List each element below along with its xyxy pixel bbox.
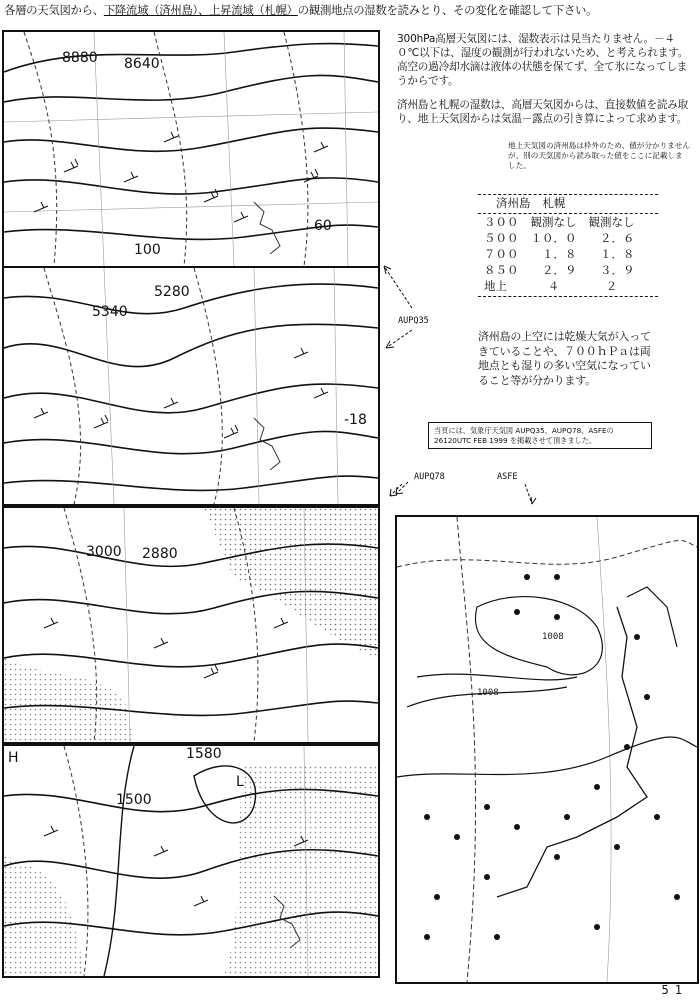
map500-height-a: 5340 [92, 304, 128, 320]
map-surface-drawing [397, 517, 697, 982]
map850-high-marker: H [8, 750, 19, 766]
map-500hpa-drawing [4, 268, 378, 504]
map-300hpa-drawing [4, 32, 378, 266]
map300-height-a: 8880 [62, 50, 98, 66]
note: 地上天気図の済州島は枠外のため、値が分かりませんが、別の天気図から読み取った値をここに記載しました。 [508, 141, 690, 170]
conclusion: 済州島の上空には乾燥大気が入ってきていることや、７００ｈＰａは両地点とも湿りの多い空気になっていること等が分かります。 [478, 330, 651, 387]
map-700hpa-drawing [4, 508, 378, 742]
table-row [478, 262, 641, 278]
label-aupq78: AUPQ78 [414, 472, 445, 482]
map300-height-b: 8640 [124, 56, 160, 72]
map850-low-marker: L [236, 774, 244, 790]
page-number: 51 [661, 983, 688, 997]
header-text-a: 各層の天気図から、 [4, 3, 104, 17]
map700-height-a: 3000 [86, 544, 122, 560]
level-cell: ７００ [484, 247, 519, 261]
arrows-aupq35 [380, 250, 440, 370]
map-700hpa [2, 506, 380, 744]
map-surface [395, 515, 699, 984]
level-cell: 地上 [484, 279, 507, 293]
table-header-level [478, 195, 490, 211]
map700-height-b: 2880 [142, 546, 178, 562]
map850-height-b: 1580 [186, 746, 222, 762]
surface-isobar-a: 1008 [542, 632, 564, 642]
table-row [478, 246, 641, 262]
sapporo-cell: ２．６ [600, 231, 635, 245]
map850-height-a: 1500 [116, 792, 152, 808]
header-text-b: 下降流域（済州島）、上昇流域（札幌） [103, 3, 298, 17]
map-300hpa [2, 30, 380, 268]
jeju-cell: ４ [547, 279, 560, 293]
map300-marker: 60 [314, 218, 332, 234]
label-aupq35: AUPQ35 [398, 316, 429, 326]
level-cell: ３００ [484, 215, 519, 229]
paragraph-2: 済州島と札幌の湿数は、高層天気図からは、直接数値を読み取り、地上天気図からは気温－露点の引き算によって求めます。 [397, 99, 689, 125]
jeju-cell: 観測なし [530, 215, 577, 229]
table-row [478, 214, 641, 230]
surface-isobar-b: 1008 [477, 688, 499, 698]
table-row [478, 230, 641, 246]
level-cell: ５００ [484, 231, 519, 245]
map-500hpa [2, 266, 380, 506]
sapporo-cell: １．８ [600, 247, 635, 261]
table-header-row [478, 195, 572, 211]
table [478, 195, 572, 211]
map500-marker: -18 [344, 412, 367, 428]
map500-height-b: 5280 [154, 284, 190, 300]
sapporo-cell: ３．９ [600, 263, 635, 277]
jeju-cell: １０．０ [530, 231, 577, 245]
level-cell: ８５０ [484, 263, 519, 277]
jeju-cell: ２．９ [542, 263, 577, 277]
table-rule-bottom [478, 296, 658, 297]
table-header-sapporo: 札幌 [542, 196, 566, 210]
paragraph-1: 300hPa高層天気図には、湿数表示は見当たりません。－４０℃以下は、湿度の観測が行われないため、と考えられます。高空の過冷却水滴は液体の状態を保てず、全て氷になってしまうからです。 [397, 33, 689, 87]
table-row [478, 278, 641, 294]
table-header-jeju: 済州島 [496, 196, 531, 210]
header-text-c: の観測地点の湿数を読みとり、その変化を確認して下さい。 [297, 3, 598, 17]
source-box: 当頁には、気象庁天気図 AUPQ35、AUPQ78、ASFEの26120UTC FEB 1999 を掲載させて頂きました。 [428, 422, 652, 449]
dewpoint-depression-table [478, 194, 658, 297]
table-body [478, 214, 641, 294]
jeju-cell: １．８ [542, 247, 577, 261]
arrows-lower [380, 470, 540, 510]
sapporo-cell: ２ [605, 279, 618, 293]
sapporo-cell: 観測なし [588, 215, 635, 229]
page-header [4, 2, 696, 18]
label-asfe: ASFE [497, 472, 518, 482]
map-850hpa-drawing [4, 746, 378, 976]
map-850hpa [2, 744, 380, 978]
map300-label: 100 [134, 242, 161, 258]
